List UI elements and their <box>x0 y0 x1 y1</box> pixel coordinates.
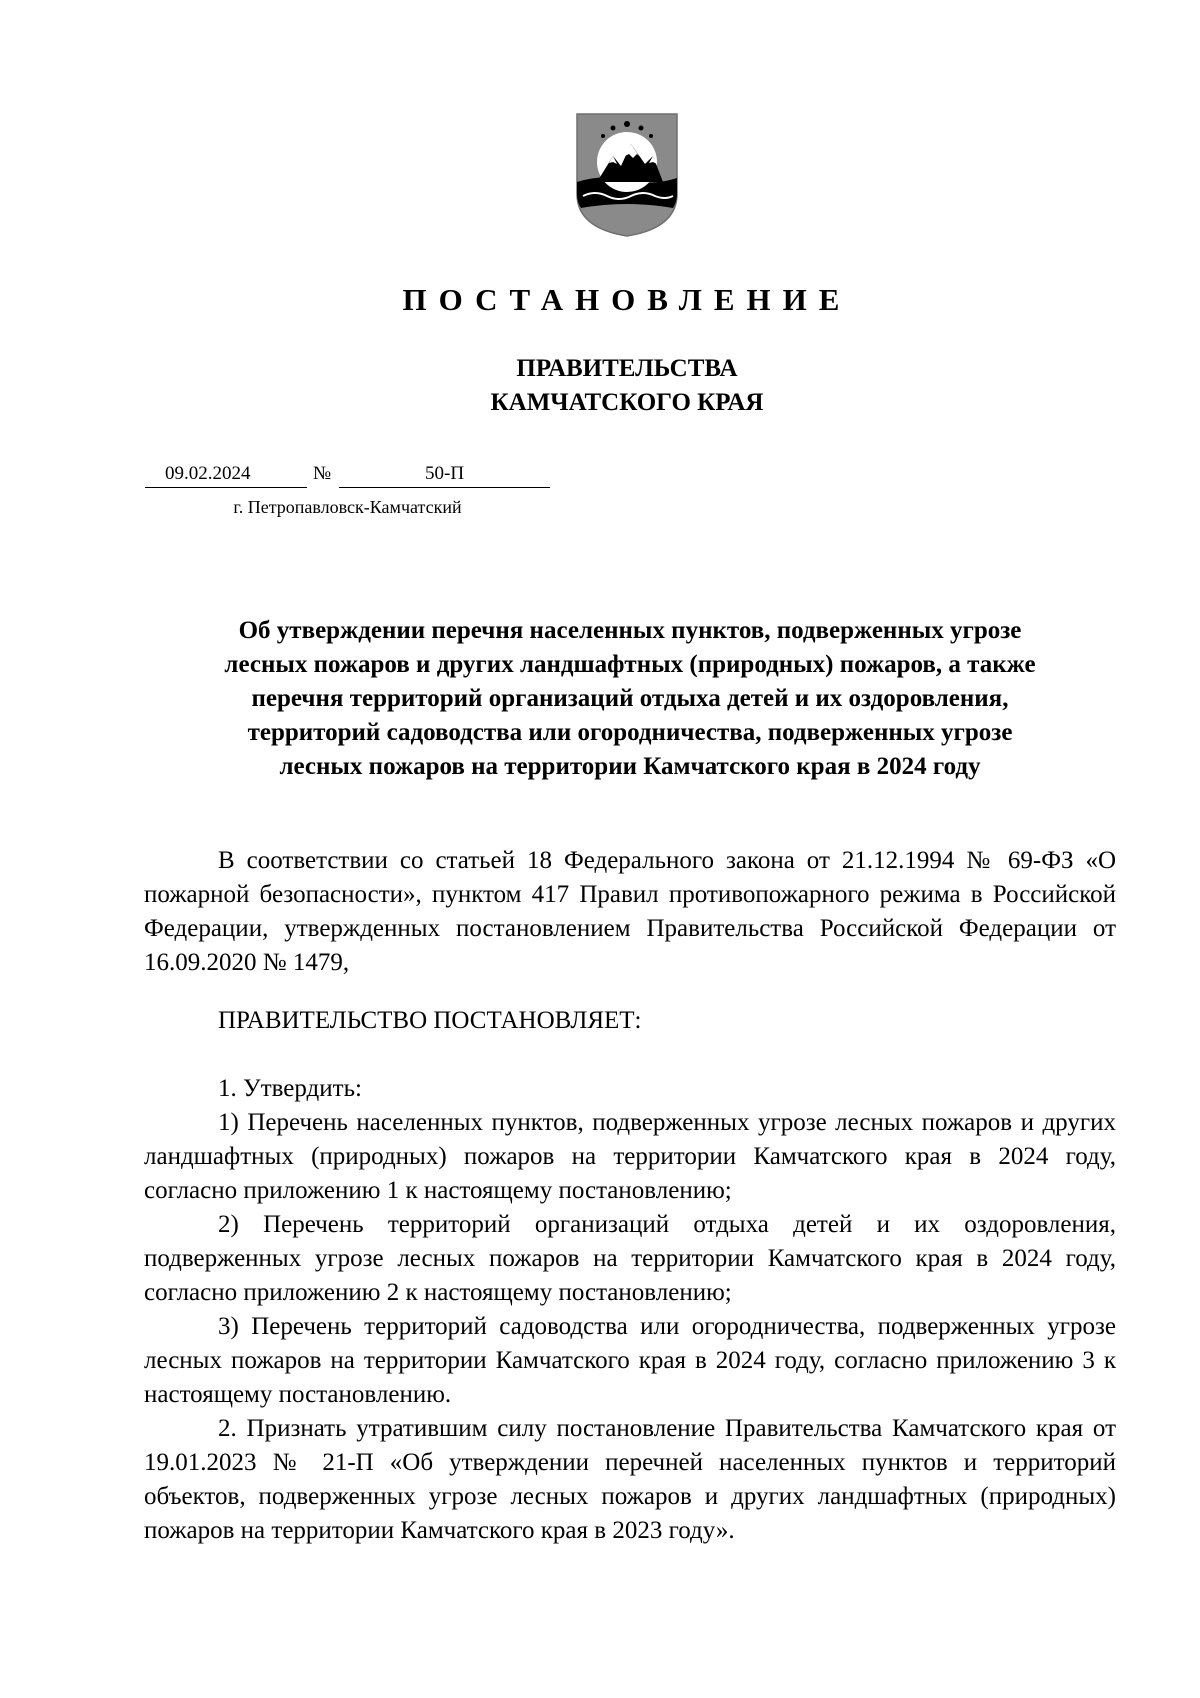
authority-line: КАМЧАТСКОГО КРАЯ <box>490 389 764 416</box>
preamble <box>144 844 1116 980</box>
document-title <box>140 614 1120 784</box>
document-number: 50-П <box>425 463 465 484</box>
title-line: перечня территорий организаций отдыха детей и их оздоровления, <box>251 685 1009 712</box>
item-2: 2. Признать утратившим силу постановление Правительства Камчатского края от 19.01.2023 № 21-П «Об утверждении перечней населенных пунктов и территорий объектов, подверженных угрозе лесных пожаров и других ландшафтных (природных) пожаров на территории Камчатского края в 2023 году». <box>144 1415 1116 1544</box>
document-date: 09.02.2024 <box>165 463 251 484</box>
date-underline <box>145 487 307 488</box>
number-sign: № <box>313 463 332 484</box>
item-1-subitem-1: 1) Перечень населенных пунктов, подверженных угрозе лесных пожаров и других ландшафтных (природных) пожаров на территории Камчатского края в 2024 году, согласно приложению 1 к настоящему постановлению; <box>144 1109 1116 1204</box>
operative-items <box>144 1072 1116 1548</box>
registration-row <box>145 460 550 490</box>
number-underline <box>339 487 550 488</box>
authority-line: ПРАВИТЕЛЬСТВА <box>516 355 738 382</box>
resolution-clause <box>144 1004 1116 1038</box>
item-1-subitem-2: 2) Перечень территорий организаций отдыха детей и их оздоровления, подверженных угрозе лесных пожаров на территории Камчатского края в 2024 году, согласно приложению 2 к настоящему постановлению; <box>144 1211 1116 1306</box>
title-line: лесных пожаров на территории Камчатского края в 2024 году <box>279 753 981 780</box>
item-1-subitem-3: 3) Перечень территорий садоводства или огородничества, подверженных угрозе лесных пожаров на территории Камчатского края в 2024 году, согласно приложению 3 к настоящему постановлению. <box>144 1313 1116 1408</box>
title-line: лесных пожаров и других ландшафтных (природных) пожаров, а также <box>224 651 1036 678</box>
title-line: территорий садоводства или огородничества, подверженных угрозе <box>247 719 1013 746</box>
issuing-authority <box>0 352 1200 420</box>
title-line: Об утверждении перечня населенных пунктов, подверженных угрозе <box>238 617 1022 644</box>
resolution-paragraph: ПРАВИТЕЛЬСТВО ПОСТАНОВЛЯЕТ: <box>218 1007 642 1034</box>
kamchatka-coat-of-arms-icon <box>573 110 681 238</box>
document-type-heading: ПОСТАНОВЛЕНИЕ <box>402 282 852 317</box>
document-city: г. Петропавловск-Камчатский <box>233 497 462 517</box>
item-1: 1. Утвердить: <box>218 1075 362 1102</box>
preamble-paragraph: В соответствии со статьей 18 Федерального закона от 21.12.1994 № 69-ФЗ «О пожарной безопасности», пунктом 417 Правил противопожарного режима в Российской Федерации, утвержденных постановлением Правительства Российской Федерации от 16.09.2020 № 1479, <box>144 847 1116 976</box>
